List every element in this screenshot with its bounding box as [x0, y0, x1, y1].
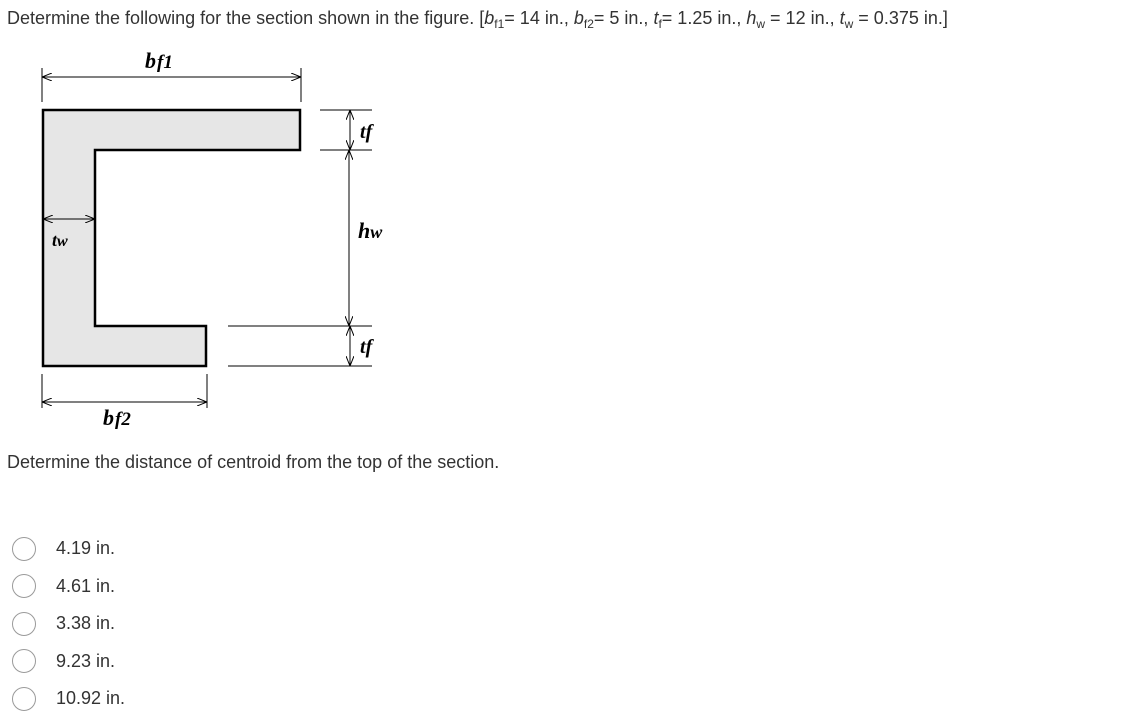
- answer-choices: [12, 530, 125, 718]
- choice-label[interactable]: 9.23 in.: [56, 650, 116, 671]
- choice-label[interactable]: 4.61 in.: [56, 575, 116, 596]
- bf1-label-sub: f1: [157, 52, 173, 73]
- tf-bottom-dimension: [228, 326, 372, 366]
- param-bf1-subscript: f1: [494, 17, 505, 31]
- param-bf2-subscript: f2: [583, 17, 594, 31]
- param-tf-subscript: f: [658, 17, 662, 31]
- section-figure: [0, 0, 460, 440]
- tf-bottom-label: tf: [360, 336, 375, 358]
- bf1-dimension: [42, 68, 301, 102]
- tw-label-sub: w: [57, 233, 68, 250]
- radio-button[interactable]: [12, 574, 36, 598]
- bf2-label: bf2: [103, 405, 131, 430]
- param-tw-value: = 0.375 in.]: [853, 8, 948, 28]
- tf-bottom-label-sub: f: [365, 336, 373, 358]
- param-tf-symbol: t: [653, 8, 659, 28]
- choice-option-4[interactable]: [12, 643, 125, 681]
- question-prompt: Determine the distance of centroid from the top of the section.: [7, 452, 500, 472]
- param-tf-value: = 1.25 in.,: [661, 8, 747, 28]
- hw-label: hw: [358, 218, 383, 243]
- tw-label: tw: [52, 230, 68, 250]
- c-section-shape: [43, 110, 300, 366]
- choice-option-1[interactable]: [12, 530, 125, 568]
- radio-button[interactable]: [12, 537, 36, 561]
- bf2-label-sub: f2: [115, 409, 131, 430]
- tf-top-label: tf: [360, 121, 375, 143]
- hw-label-sub: w: [370, 222, 383, 242]
- choice-label[interactable]: 4.19 in.: [56, 538, 116, 559]
- choice-option-3[interactable]: [12, 605, 125, 643]
- choice-option-2[interactable]: [12, 568, 125, 606]
- param-hw-subscript: w: [756, 17, 766, 31]
- param-tw-symbol: t: [839, 8, 845, 28]
- bf2-dimension: [42, 374, 207, 408]
- radio-button[interactable]: [12, 612, 36, 636]
- radio-button[interactable]: [12, 649, 36, 673]
- bf1-label: bf1: [145, 48, 173, 73]
- param-bf2-value: = 5 in.,: [593, 8, 654, 28]
- param-tw-subscript: w: [844, 17, 854, 31]
- param-hw-value: = 12 in.,: [765, 8, 840, 28]
- param-bf1-value: = 14 in.,: [504, 8, 574, 28]
- choice-option-5[interactable]: [12, 680, 125, 718]
- choice-label[interactable]: 10.92 in.: [56, 688, 126, 709]
- param-bf1-symbol: b: [484, 8, 495, 28]
- choice-label[interactable]: 3.38 in.: [56, 613, 116, 634]
- question-intro: Determine the following for the section shown in the figure. [: [7, 8, 485, 28]
- param-hw-symbol: h: [746, 8, 757, 28]
- radio-button[interactable]: [12, 687, 36, 711]
- tf-top-label-sub: f: [365, 121, 373, 143]
- param-bf2-symbol: b: [573, 8, 584, 28]
